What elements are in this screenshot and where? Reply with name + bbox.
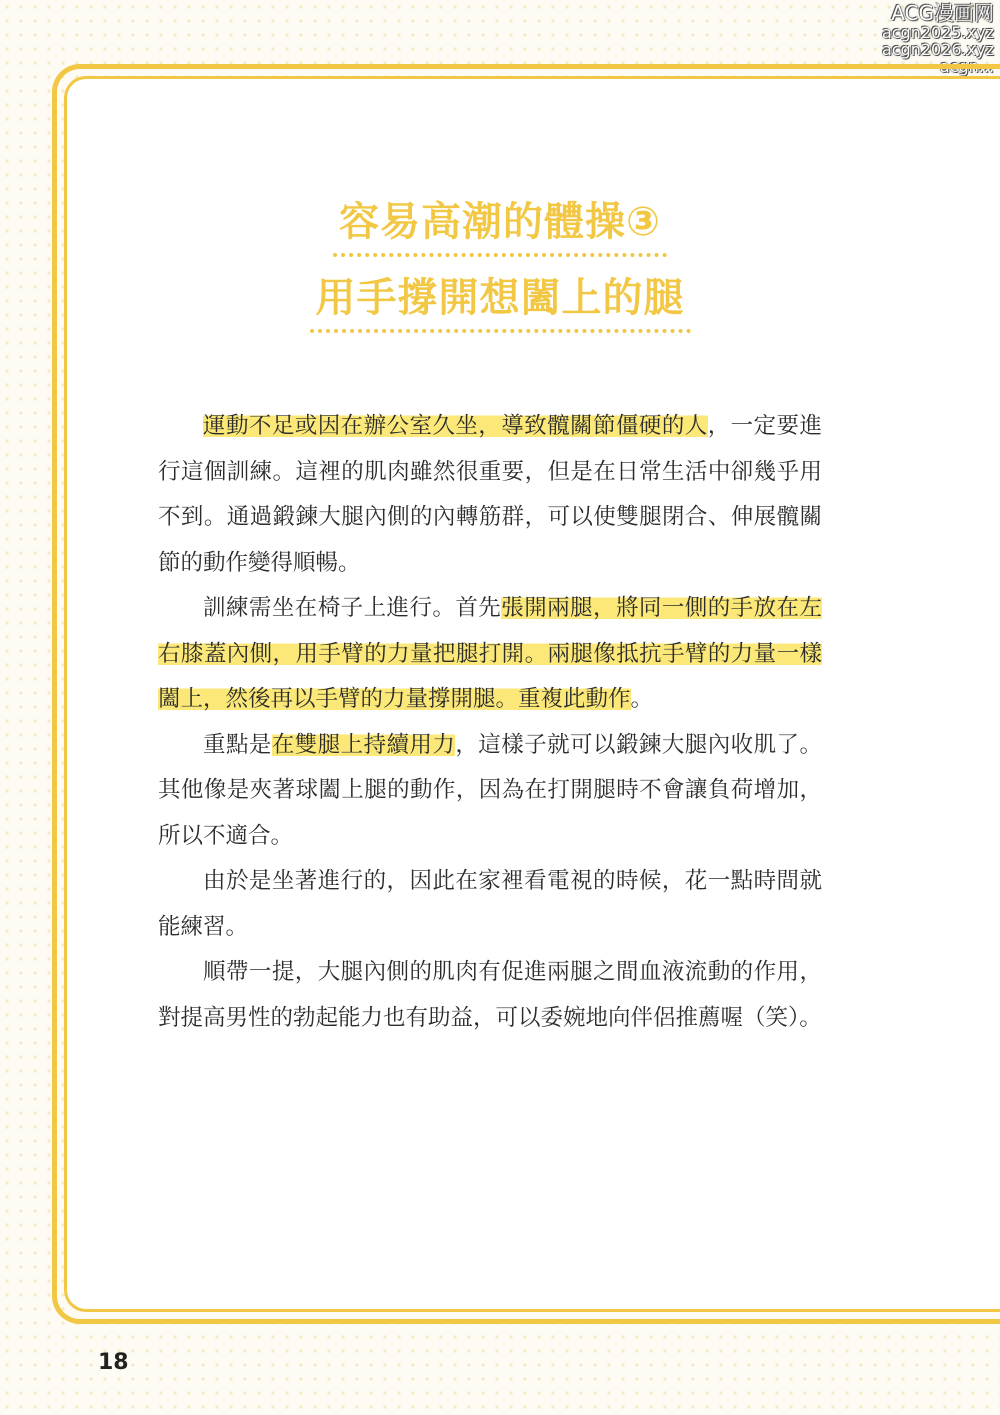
highlighted-text: 在雙腿上持續用力: [271, 731, 456, 758]
highlighted-text: 運動不足或因在辦公室久坐，導致髖關節僵硬的人: [203, 413, 708, 439]
text-segment: ，這樣子就可以鍛鍊大腿內收肌了。其他像是夾著球闔上腿的動作，因為在打開腿時不會讓負荷增加，所以不適合。: [158, 731, 822, 849]
text-segment: 順帶一提，大腿內側的肌肉有促進兩腿之間血液流動的作用，對提高男性的勃起能力也有助益，可以委婉地向伴侶推薦喔（笑）。: [158, 959, 822, 1031]
text-segment: 重點是: [203, 731, 272, 758]
title-text-1: 容易高潮的體操③: [333, 190, 667, 257]
watermark-line: acgn2026.xyz: [881, 40, 994, 59]
page-number: 18: [98, 1350, 129, 1375]
watermark-line: ACG漫画网: [891, 1, 994, 25]
title-text-2: 用手撐開想闔上的腿: [310, 266, 691, 333]
paragraph-4: [158, 859, 822, 950]
watermark-line: acgn...: [939, 57, 994, 76]
text-segment: 。: [630, 686, 654, 712]
highlighted-text: 張開兩腿，將同一側的手放在左右膝蓋內側，用手臂的力量把腿打開。兩腿像抵抗手臂的力量一樣闔上，然後再以手臂的力量撐開腿。重複此動作: [158, 595, 822, 712]
text-segment: 訓練需坐在椅子上進行。首先: [203, 595, 502, 621]
text-segment: ，一定要進行這個訓練。這裡的肌肉雖然很重要，但是在日常生活中卻幾乎用不到。通過鍛鍊大腿內側的內轉筋群，可以使雙腿閉合、伸展髖關節的動作變得順暢。: [158, 413, 822, 576]
paragraph-5: [158, 950, 822, 1041]
paragraph-1: [158, 404, 822, 586]
body-text: [158, 404, 822, 1041]
title-line-1: [0, 190, 1000, 257]
paragraph-3: [158, 723, 822, 860]
title-line-2: [0, 266, 1000, 333]
watermark-line: acgn2025.xyz: [881, 23, 994, 42]
text-segment: 由於是坐著進行的，因此在家裡看電視的時候，花一點時間就能練習。: [158, 868, 822, 940]
paragraph-2: [158, 586, 822, 723]
